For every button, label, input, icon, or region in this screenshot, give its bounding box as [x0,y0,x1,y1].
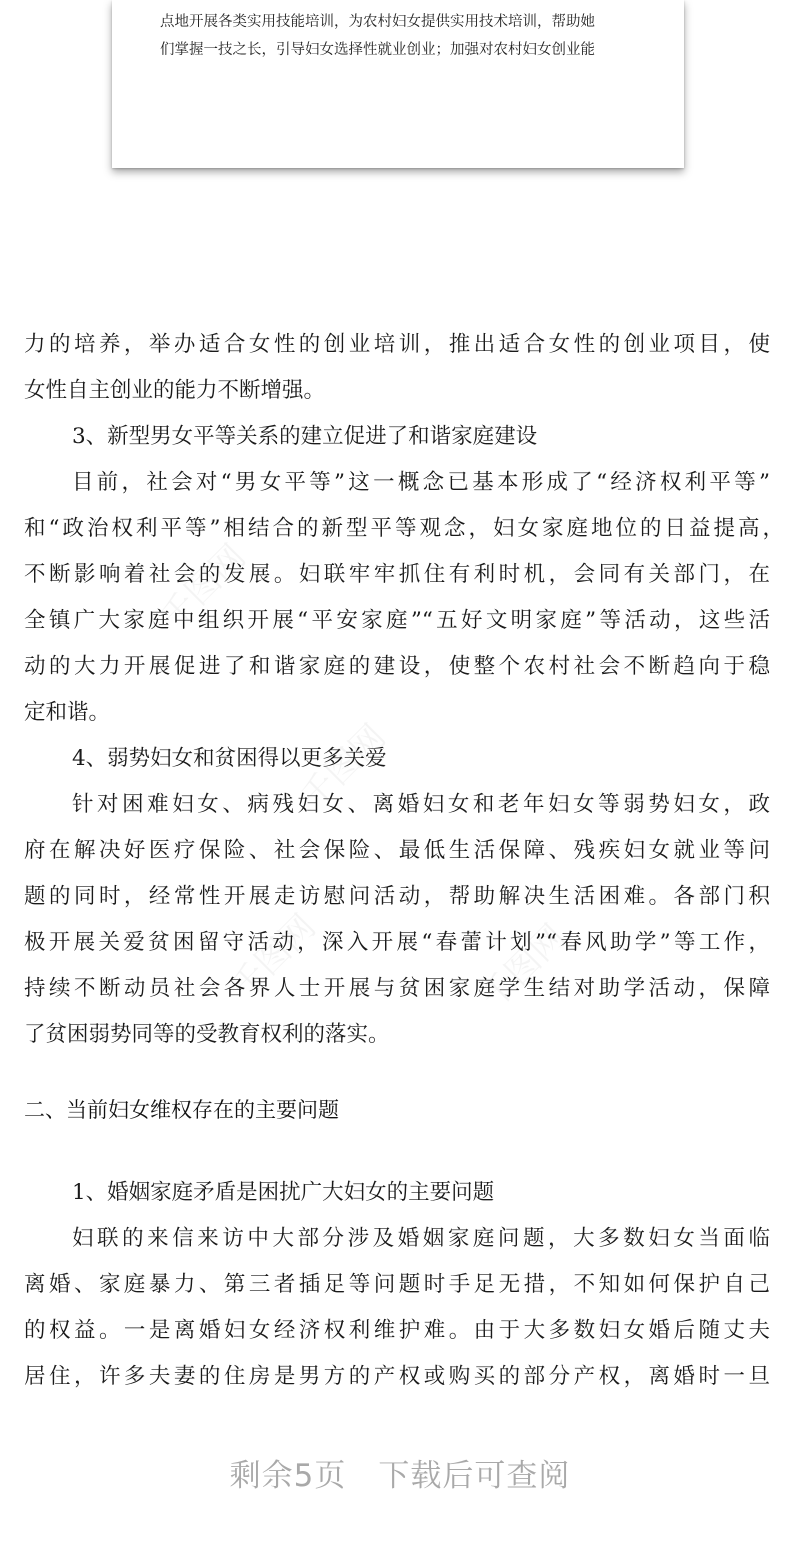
paragraph-line: 定和谐。 [24,700,111,725]
subheading: 1、婚姻家庭矛盾是困扰广大妇女的主要问题 [72,1180,495,1205]
remaining-pages-label: 剩余5页 [229,1458,347,1494]
paragraph-line: 女性自主创业的能力不断增强。 [24,378,326,403]
paragraph-line: 的权益。一是离婚妇女经济权利维护难。由于大多数妇女婚后随丈夫 [24,1318,770,1343]
paragraph-line: 题的同时，经常性开展走访慰问活动，帮助解决生活困难。各部门积 [24,884,770,909]
remaining-pages-prompt[interactable] [0,1450,800,1495]
paragraph-line: 离婚、家庭暴力、第三者插足等问题时手足无措，不知如何保护自己 [24,1272,770,1297]
preview-line: 们掌握一技之长，引导妇女选择性就业创业；加强对农村妇女创业能 [160,42,595,58]
paragraph-line: 全镇广大家庭中组织开展“平安家庭”“五好文明家庭”等活动，这些活 [24,608,770,633]
paragraph-line: 持续不断动员社会各界人士开展与贫困家庭学生结对助学活动，保障 [24,976,770,1001]
preview-line: 点地开展各类实用技能培训，为农村妇女提供实用技术培训，帮助她 [160,14,595,30]
paragraph-line: 妇联的来信来访中大部分涉及婚姻家庭问题，大多数妇女当面临 [72,1226,770,1251]
paragraph-line: 极开展关爱贫困留守活动，深入开展“春蕾计划”“春风助学”等工作， [24,930,770,955]
preview-page-text [160,8,650,64]
paragraph-line: 府在解决好医疗保险、社会保险、最低生活保障、残疾妇女就业等问 [24,838,770,863]
paragraph-line: 针对困难妇女、病残妇女、离婚妇女和老年妇女等弱势妇女，政 [72,792,770,817]
preview-page-card [112,0,684,168]
section-title: 二、当前妇女维权存在的主要问题 [24,1098,339,1122]
subheading: 3、新型男女平等关系的建立促进了和谐家庭建设 [72,424,538,449]
paragraph-line: 了贫困弱势同等的受教育权利的落实。 [24,1022,390,1047]
paragraph-line: 力的培养，举办适合女性的创业培训，推出适合女性的创业项目，使 [24,332,770,357]
paragraph-line: 目前，社会对“男女平等”这一概念已基本形成了“经济权利平等” [72,470,770,495]
paragraph-line: 不断影响着社会的发展。妇联牢牢抓住有利时机，会同有关部门，在 [24,562,770,587]
paragraph-line: 动的大力开展促进了和谐家庭的建设，使整个农村社会不断趋向于稳 [24,654,770,679]
download-to-view-label: 下载后可查阅 [378,1458,571,1494]
paragraph-line: 居住，许多夫妻的住房是男方的产权或购买的部分产权，离婚时一旦 [24,1364,770,1389]
paragraph-line: 和“政治权利平等”相结合的新型平等观念，妇女家庭地位的日益提高， [24,516,784,541]
subheading: 4、弱势妇女和贫困得以更多关爱 [72,746,387,771]
